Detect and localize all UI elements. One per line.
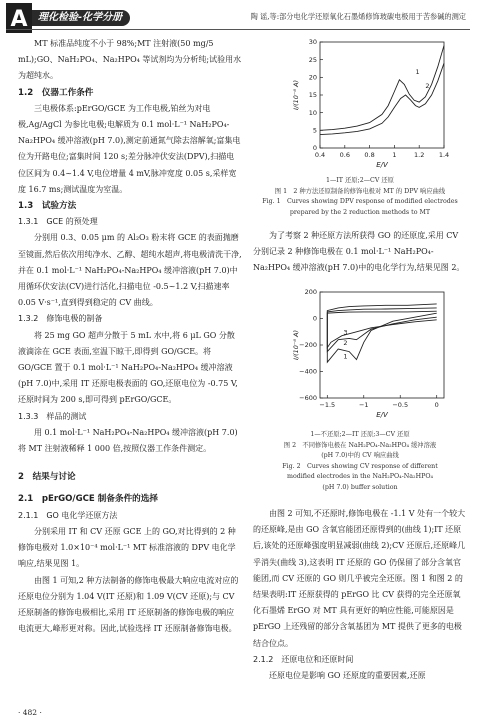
figure-2-cv-chart	[282, 286, 452, 428]
x-tick-label: −1	[358, 401, 369, 409]
x-tick-label: −1.5	[319, 401, 336, 409]
y-tick-label: −400	[299, 367, 317, 376]
paragraph: 由图 1 可知,2 种方法制备的修饰电极最大响应电流对应的还原电位分别为 1.04 V(IT 还原)和 1.09 V(CV 还原);与 CV 还原制备的修饰电极相比,采用 IT 还原制备的修饰电极的响应电流更大,峰形更对称。因此,试验选择 IT 还原制备修饰电极。	[18, 575, 239, 634]
section-heading: 1.3 试验方法	[18, 201, 77, 212]
x-tick-label: 0.6	[339, 151, 350, 159]
x-tick-label: 1.4	[438, 151, 450, 159]
page-number: · 482 ·	[18, 708, 42, 717]
x-tick-label: 1.2	[414, 151, 425, 159]
y-axis-label: I/(10⁻⁶ A)	[292, 330, 300, 360]
paragraph: 还原电位是影响 GO 还原度的重要因素,还原	[269, 671, 426, 681]
subsection-heading: 1.3.1 GCE 的预处理	[18, 217, 98, 227]
x-tick-label: 1	[392, 151, 397, 159]
series-2-label: 2	[343, 339, 348, 347]
figure-2-caption-en: Fig. 2 Curves showing CV response of different	[282, 462, 438, 470]
x-axis-label: E/V	[376, 161, 388, 169]
paragraph: MT 标准品纯度不小于 98%;MT 注射液(50 mg/5 mL);GO、NaH₂PO₄、Na₂HPO₄ 等试剂均为分析纯;试验用水为超纯水。	[18, 39, 242, 81]
series-1-label: 1	[415, 67, 420, 76]
section-heading: 2 结果与讨论	[18, 472, 76, 483]
figure-1-dpv-chart	[282, 36, 452, 176]
y-tick-label: 0	[312, 144, 317, 153]
logo-letter: A	[10, 7, 28, 32]
y-tick-label: 25	[308, 55, 317, 64]
y-axis-label: I/(10⁻⁶ A)	[292, 80, 300, 110]
y-tick-label: −600	[299, 394, 317, 403]
y-tick-label: 200	[304, 288, 317, 297]
left-column	[18, 36, 242, 637]
series-3-label: 3	[343, 328, 348, 337]
y-tick-label: 15	[308, 91, 317, 100]
plot-frame	[320, 42, 444, 148]
series-2-line	[320, 63, 444, 134]
y-tick-label: 30	[308, 38, 317, 47]
paragraph: 三电极体系:pErGO/GCE 为工作电极,铂丝为对电极,Ag/AgCl 为参比电极;电解质为 0.1 mol·L⁻¹ NaH₂PO₄-Na₂HPO₄ 缓冲溶液(pH 7.0),测定前通氮气除去溶解氧;富集电位为开路电位;富集时间 120 s;差分脉冲伏安法(DPV),扫描电位区间为 0.4~1.4 V,电位增量 4 mV,脉冲宽度 0.05 s,采样宽度 16.7 ms;测试温度为室温。	[18, 103, 241, 194]
subsection-heading: 1.3.2 修饰电极的制备	[18, 314, 103, 324]
section-heading: 2.1 pErGO/GCE 制备条件的选择	[18, 494, 158, 505]
series-2-label: 2	[425, 81, 430, 90]
x-axis-label: E/V	[376, 411, 388, 419]
figure-2-caption-en: modified electrodes in the NaH₂PO₄-Na₂HPO₄	[287, 473, 433, 480]
figure-2-caption-en: (pH 7.0) buffer solution	[322, 483, 398, 491]
figure-1-caption-cn: 图 1 2 种方法还原制备的修饰电极对 MT 的 DPV 响应曲线	[274, 187, 446, 195]
running-title: 陶 谣,等:部分电化学还原氧化石墨烯修饰玻碳电极用于苦参碱的测定	[250, 12, 466, 21]
figure-2-caption-cn: 图 2 不同修饰电极在 NaH₂PO₄-Na₂HPO₄ 缓冲溶液	[283, 441, 437, 449]
x-tick-label: 0	[434, 401, 439, 409]
y-tick-label: −200	[299, 341, 317, 350]
figure-1-caption	[253, 176, 467, 218]
x-tick-label: 0.4	[314, 151, 326, 159]
paragraph: 由图 2 可知,不还原时,修饰电极在 -1.1 V 处有一个较大的还原峰,是由 GO 含氧官能团还原得到的(曲线 1);IT 还原后,该处的还原峰强度明显减弱(曲线 2);CV 还原后,还原峰几乎消失(曲线 3),这表明 IT 还原的 GO 仍保留了部分含氧官能团,而 CV 还原的 GO 则几乎被完全还原。图 1 和图 2 的结果表明:IT 还原获得的 pErGO 比 CV 获得的完全还原氧化石墨烯 ErGO 对 MT 具有更好的响应性能,可能原因是 pErGO 上还残留的部分含氧基团为 MT 提供了更多的电极结合位点。	[253, 509, 466, 648]
figure-2-caption-cn: (pH 7.0)中的 CV 响应曲线	[321, 452, 399, 459]
subsection-heading: 2.1.2 还原电位和还原时间	[253, 654, 354, 664]
series-1-label: 1	[343, 352, 348, 361]
paragraph: 分别用 0.3、0.05 μm 的 Al₂O₃ 粉末将 GCE 的表面抛磨至镜面,然后依次用纯净水、乙醇、超纯水超声,将电极清洗干净,并在 0.1 mol·L⁻¹ NaH₂PO₄-Na₂HPO₄ 缓冲溶液(pH 7.0)中用循环伏安法(CV)进行活化,扫描电位 -0.5~1.2 V,扫描速率 0.05 V·s⁻¹,直到得到稳定的 CV 曲线。	[18, 233, 242, 308]
subsection-heading: 1.3.3 样品的测试	[18, 411, 87, 421]
figure-1-legend: 1—IT 还原;2—CV 还原	[326, 177, 394, 184]
header-rule	[6, 29, 470, 30]
figure-2-caption	[253, 430, 467, 493]
y-tick-label: 20	[308, 73, 317, 82]
paragraph: 用 0.1 mol·L⁻¹ NaH₂PO₄-Na₂HPO₄ 缓冲溶液(pH 7.0)将 MT 注射液稀释 1 000 倍,按照仪器工作条件测定。	[18, 427, 238, 454]
y-tick-label: 10	[308, 108, 317, 117]
paragraph: 将 25 mg GO 超声分散于 5 mL 水中,将 6 μL GO 分散液滴涂在 GCE 表面,室温下晾干,即得到 GO/GCE。将 GO/GCE 置于 0.1 mol·L⁻¹ NaH₂PO₄-Na₂HPO₄ 缓冲溶液(pH 7.0)中,采用 IT 还原电极表面的 GO,还原电位为 -0.75 V,还原时间为 200 s,即可得到 pErGO/GCE。	[18, 330, 238, 405]
paragraph: 为了考察 2 种还原方法所获得 GO 的还原度,采用 CV 分别记录 2 种修饰电极在 0.1 mol·L⁻¹ NaH₂PO₄-Na₂HPO₄ 缓冲溶液(pH 7.0)中的电化学行为,结果见图 2。	[253, 231, 465, 273]
section-heading: 1.2 仪器工作条件	[18, 87, 94, 98]
y-tick-label: 0	[312, 314, 317, 323]
subsection-heading: 2.1.1 GO 电化学还原方法	[18, 510, 118, 520]
figure-2-legend: 1—不还原;2—IT 还原;3—CV 还原	[310, 431, 410, 438]
journal-title: 理化检验-化学分册	[32, 10, 130, 26]
y-tick-label: 5	[312, 126, 317, 135]
figure-1-caption-en: prepared by the 2 reduction methods to MT	[289, 208, 431, 216]
x-tick-label: 0.8	[364, 151, 375, 159]
right-paragraph-block	[253, 506, 467, 684]
x-tick-label: −0.5	[392, 401, 409, 409]
paragraph: 分别采用 IT 和 CV 还原 GCE 上的 GO,对比得到的 2 种修饰电极对 1.0×10⁻⁴ mol·L⁻¹ MT 标准溶液的 DPV 电化学响应,结果见图 1。	[18, 526, 236, 569]
figure-1-caption-en: Fig. 1 Curves showing DPV response of modified electrodes	[262, 198, 458, 205]
right-paragraph-block	[253, 228, 467, 277]
